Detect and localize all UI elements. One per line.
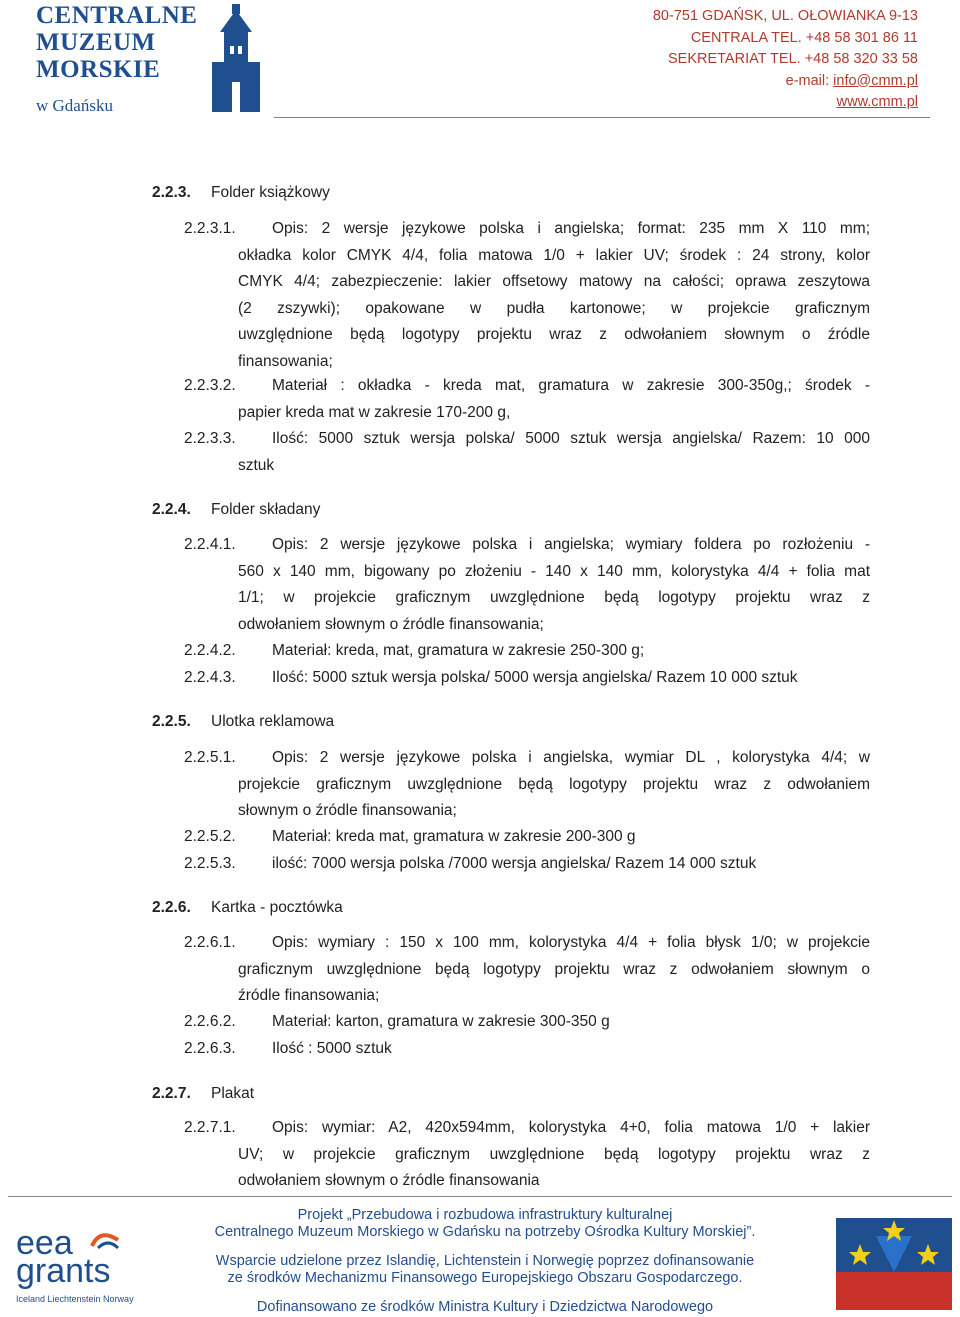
section-title: Kartka - pocztówka — [211, 899, 343, 916]
item-text-line: CMYK 4/4; zabezpieczenie: lakier offsetowy matowy na całości; oprawa zeszytowa — [238, 273, 870, 290]
item-text-line: (2 zszywki); opakowane w pudła kartonowe; w projekcie graficznym — [238, 299, 870, 317]
item-text-line: 560 x 140 mm, bigowany po złożeniu - 140 x 140 mm, kolorystyka 4/4 + folia mat — [238, 562, 870, 580]
section-number: 2.2.4. — [152, 501, 191, 518]
list-item — [184, 745, 870, 825]
item-text-line: Materiał: kreda, mat, gramatura w zakresie 250-300 g; — [272, 642, 645, 659]
secretariat-phone: SEKRETARIAT TEL. +48 58 320 33 58 — [667, 51, 918, 67]
list-item — [184, 532, 870, 638]
logo-title — [36, 2, 197, 83]
item-number: 2.2.6.1. — [184, 934, 236, 951]
list-item — [184, 665, 870, 692]
crane-gate-icon — [206, 2, 266, 118]
item-text-line: Ilość: 5000 sztuk wersja polska/ 5000 sztuk wersja angielska/ Razem: 10 000 — [272, 430, 870, 447]
item-text-line: ilość: 7000 wersja polska /7000 wersja angielska/ Razem 14 000 sztuk — [272, 855, 757, 872]
item-text-line: Opis: 2 wersje językowe polska i angielska; wymiary foldera po rozłożeniu - — [272, 536, 870, 553]
item-text-line: Opis: 2 wersje językowe polska i angielska, wymiar DL , kolorystyka 4/4; w — [272, 749, 870, 766]
item-text-line: odwołaniem słownym o źródle finansowania — [238, 1172, 540, 1189]
item-text-line: Opis: wymiar: A2, 420x594mm, kolorystyka 4+0, folia matowa 1/0 + lakier — [272, 1119, 870, 1136]
list-item — [184, 1036, 870, 1063]
item-number: 2.2.7.1. — [184, 1119, 236, 1136]
support-line-2: ze środków Mechanizmu Finansowego Europejskiego Obszaru Gospodarczego. — [227, 1270, 743, 1286]
section-number: 2.2.5. — [152, 713, 191, 730]
section-title: Folder składany — [211, 501, 321, 518]
item-text-line: papier kreda mat w zakresie 170-200 g, — [238, 403, 511, 421]
project-line-2: Centralnego Muzeum Morskiego w Gdańsku na potrzeby Ośrodka Kultury Morskiej”. — [214, 1224, 756, 1240]
email-label: e-mail: — [785, 72, 834, 89]
list-item — [184, 426, 870, 479]
section-heading — [152, 1085, 254, 1103]
item-number: 2.2.5.2. — [184, 828, 236, 845]
eea-grants-logo — [14, 1218, 134, 1308]
item-text-line: okładka kolor CMYK 4/4, folia matowa 1/0 + lakier UV; środek : 24 strony, kolor — [238, 246, 870, 264]
email-link[interactable]: info@cmm.pl — [833, 72, 918, 89]
project-title — [140, 1207, 830, 1241]
item-number: 2.2.5.1. — [184, 749, 236, 766]
item-text-line: odwołaniem słownym o źródle finansowania; — [238, 615, 544, 633]
logo-line-2: MUZEUM — [36, 29, 156, 56]
item-text-line: Ilość: 5000 sztuk wersja polska/ 5000 wersja angielska/ Razem 10 000 sztuk — [272, 669, 798, 686]
item-text-line: uwzględnione będą logotypy projektu wraz z odwołaniem słownym o źródle — [238, 326, 870, 343]
section-title: Ulotka reklamowa — [211, 713, 335, 730]
project-line-1: Projekt „Przebudowa i rozbudowa infrastruktury kulturalnej — [297, 1207, 673, 1223]
list-item — [184, 930, 870, 1010]
section-number: 2.2.7. — [152, 1085, 191, 1102]
item-number: 2.2.3.2. — [184, 377, 236, 394]
section-title: Folder książkowy — [211, 184, 330, 201]
museum-logo — [36, 2, 266, 120]
header-divider — [274, 117, 930, 118]
section-number: 2.2.6. — [152, 899, 191, 916]
item-text-line: Materiał: kreda mat, gramatura w zakresie 200-300 g — [272, 828, 636, 845]
list-item — [184, 638, 870, 665]
footer-divider — [8, 1196, 952, 1197]
item-number: 2.2.3.3. — [184, 430, 236, 447]
item-text-line: Materiał: karton, gramatura w zakresie 300-350 g — [272, 1013, 610, 1030]
list-item — [184, 1009, 870, 1036]
item-text-line: Ilość : 5000 sztuk — [272, 1040, 392, 1057]
item-text-line: słownym o źródle finansowania; — [238, 802, 457, 819]
section-title: Plakat — [211, 1085, 255, 1102]
contact-info — [653, 6, 918, 114]
item-text-line: Opis: 2 wersje językowe polska i angielska; format: 235 mm X 110 mm; — [272, 220, 870, 237]
website-link[interactable]: www.cmm.pl — [836, 94, 918, 110]
list-item — [184, 851, 870, 878]
support-text — [140, 1253, 830, 1287]
support-line-1: Wsparcie udzielone przez Islandię, Lichtenstein i Norwegię poprzez dofinansowanie — [215, 1253, 755, 1269]
item-number: 2.2.6.3. — [184, 1040, 236, 1057]
gdansk-flag-icon — [836, 1218, 952, 1310]
section-heading — [152, 713, 334, 731]
section-number: 2.2.3. — [152, 184, 191, 201]
item-number: 2.2.3.1. — [184, 220, 236, 237]
central-phone: CENTRALA TEL. +48 58 301 86 11 — [690, 29, 918, 46]
eea-countries: Iceland Liechtenstein Norway — [16, 1294, 134, 1304]
item-number: 2.2.4.2. — [184, 642, 236, 659]
section-heading — [152, 899, 343, 917]
item-text-line: projekcie graficznym uwzględnione będą logotypy projektu wraz z odwołaniem — [238, 775, 870, 793]
item-text-line: 1/1; w projekcie graficznym uwzględnione będą logotypy projektu wraz z — [238, 589, 870, 606]
logo-line-3: MORSKIE — [36, 56, 161, 83]
list-item — [184, 373, 870, 426]
logo-subtitle: w Gdańsku — [36, 96, 113, 115]
item-text-line: Opis: wymiary : 150 x 100 mm, kolorystyka 4/4 + folia błysk 1/0; w projekcie — [272, 934, 870, 951]
ministry-text: Dofinansowano ze środków Ministra Kultury i Dziedzictwa Narodowego — [256, 1299, 714, 1315]
list-item — [184, 216, 870, 375]
item-number: 2.2.4.1. — [184, 536, 236, 553]
list-item — [184, 824, 870, 851]
item-number: 2.2.6.2. — [184, 1013, 236, 1030]
section-heading — [152, 501, 320, 519]
item-number: 2.2.4.3. — [184, 669, 236, 686]
item-number: 2.2.5.3. — [184, 855, 236, 872]
section-heading — [152, 184, 330, 202]
item-text-line: źródle finansowania; — [238, 987, 380, 1004]
list-item — [184, 1115, 870, 1195]
svg-text:eea: eea — [16, 1224, 73, 1262]
item-text-line: UV; w projekcie graficznym uwzględnione będą logotypy projektu wraz z — [238, 1145, 870, 1163]
email-row — [653, 71, 918, 93]
grants-word: grants — [16, 1252, 111, 1290]
logo-line-1: CENTRALNE — [36, 2, 198, 29]
address: 80-751 GDAŃSK, UL. OŁOWIANKA 9-13 — [652, 8, 918, 24]
item-text-line: graficznym uwzględnione będą logotypy projektu wraz z odwołaniem słownym o — [238, 960, 870, 978]
item-text-line: finansowania; — [238, 352, 333, 370]
item-text-line: sztuk — [238, 456, 275, 474]
item-text-line: Materiał : okładka - kreda mat, gramatura w zakresie 300-350g,; środek - — [272, 377, 870, 394]
